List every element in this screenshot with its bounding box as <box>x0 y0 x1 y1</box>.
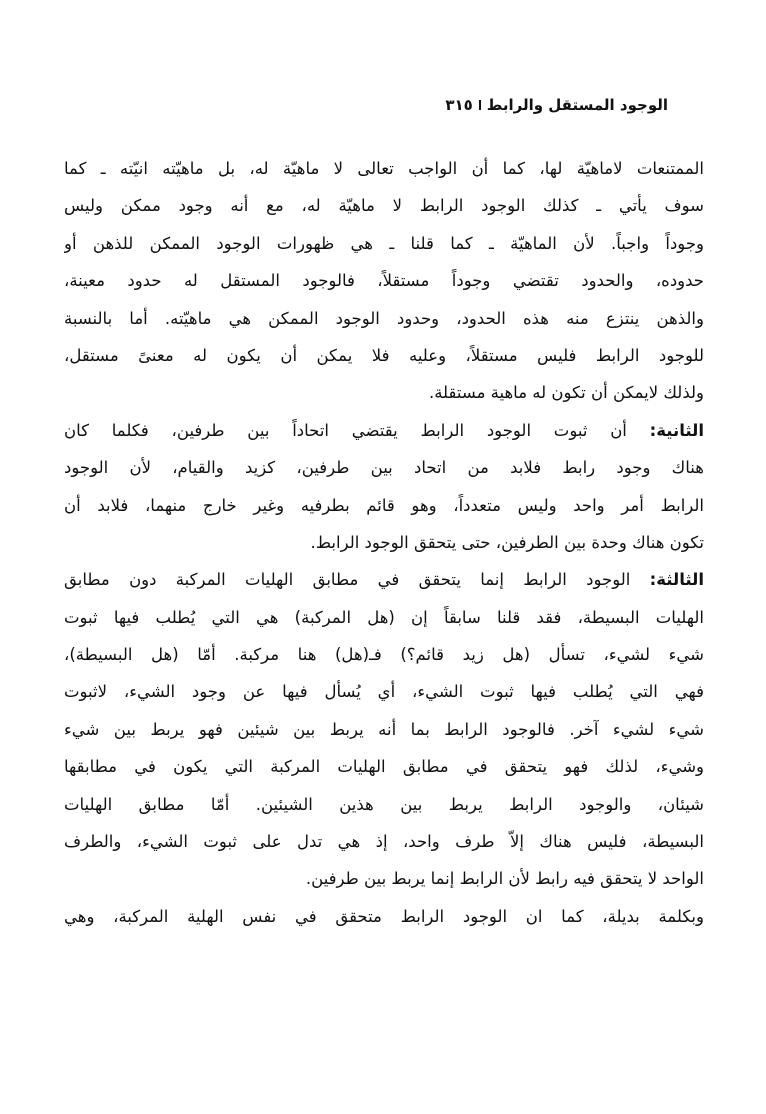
body-text <box>64 150 704 935</box>
square-separator-icon <box>479 100 481 110</box>
text-line: شيء لشيء، تسأل (هل زيد قائم؟) فـ(هل) هنا مركبة. أمّا (هل البسيطة)، <box>64 645 704 665</box>
paragraph-1 <box>64 150 704 412</box>
text-line: فهي التي يُطلب فيها ثبوت الشيء، أي يُسأل فيها عن وجود الشيء، لاثبوت <box>64 682 704 702</box>
paragraph-keyword: الثانية: <box>649 420 704 440</box>
text-line: تكون هناك وحدة بين الطرفين، حتى يتحقق الوجود الرابط. <box>310 532 704 552</box>
text-line: الممتنعات لاماهيّة لها، كما أن الواجب تعالى لا ماهيّة له، بل ماهيّته انيّته ـ كما <box>64 159 704 178</box>
text-line-first <box>64 412 704 449</box>
text-line: ولذلك لايمكن أن تكون له ماهية مستقلة. <box>428 383 704 403</box>
text-line: الهليات البسيطة، فقد قلنا سابقاً إن (هل المركبة) هي التي يُطلب فيها ثبوت <box>64 607 704 627</box>
text-line: للوجود الرابط فليس مستقلاً، وعليه فلا يمكن أن يكون له معنىً مستقل، <box>64 345 704 365</box>
paragraph-2 <box>64 412 704 562</box>
text-line-rest: الوجود الرابط إنما يتحقق في مطابق الهليات المركبة دون مطابق <box>64 570 650 590</box>
paragraph-3 <box>64 561 704 898</box>
text-line: حدوده، والحدود تقتضي وجوداً مستقلاً، فالوجود المستقل له حدود معينة، <box>64 271 704 291</box>
running-header <box>445 92 668 118</box>
paragraph-keyword: الثالثة: <box>649 570 704 590</box>
text-line: الواحد لا يتحقق فيه رابط لأن الرابط إنما يربط بين طرفين. <box>305 869 704 889</box>
text-line: والذهن ينتزع منه هذه الحدود، وحدود الوجود الممكن هي ماهيّته. أما بالنسبة <box>64 308 704 328</box>
text-line: وبكلمة بديلة، كما ان الوجود الرابط متحقق في نفس الهلية المركبة، وهي <box>64 906 704 926</box>
running-header-title: الوجود المستقل والرابط <box>486 96 668 114</box>
text-line: شيء لشيء آخر. فالوجود الرابط بما أنه يربط بين شيئين فهو يربط بين شيء <box>64 719 704 739</box>
text-line: وجوداً واجباً. لأن الماهيّة ـ كما قلنا ـ هي ظهورات الوجود الممكن للذهن أو <box>64 233 704 253</box>
text-line: الرابط أمر واحد وليس متعدداً، وهو قائم بطرفيه وغير خارج منهما، فلابد أن <box>64 495 704 515</box>
text-line: سوف يأتي ـ كذلك الوجود الرابط لا ماهيّة له، مع أنه وجود ممكن وليس <box>64 196 704 216</box>
paragraph-4 <box>64 898 704 935</box>
text-line-rest: أن ثبوت الوجود الرابط يقتضي اتحاداً بين طرفين، فكلما كان <box>64 420 650 440</box>
page-number: ٣١٥ <box>445 96 473 114</box>
text-line: وشيء، لذلك فهو يتحقق في مطابق الهليات المركبة التي يكون في مطابقها <box>64 757 704 777</box>
text-line: البسيطة، فليس هناك إلاّ طرف واحد، إذ هي تدل على ثبوت الشيء، والطرف <box>64 832 704 852</box>
text-line-first <box>64 561 704 598</box>
text-line: هناك وجود رابط فلابد من اتحاد بين طرفين، كزيد والقيام، لأن الوجود <box>64 458 704 478</box>
text-line: شيئان، والوجود الرابط يربط بين هذين الشيئين. أمّا مطابق الهليات <box>64 794 704 814</box>
